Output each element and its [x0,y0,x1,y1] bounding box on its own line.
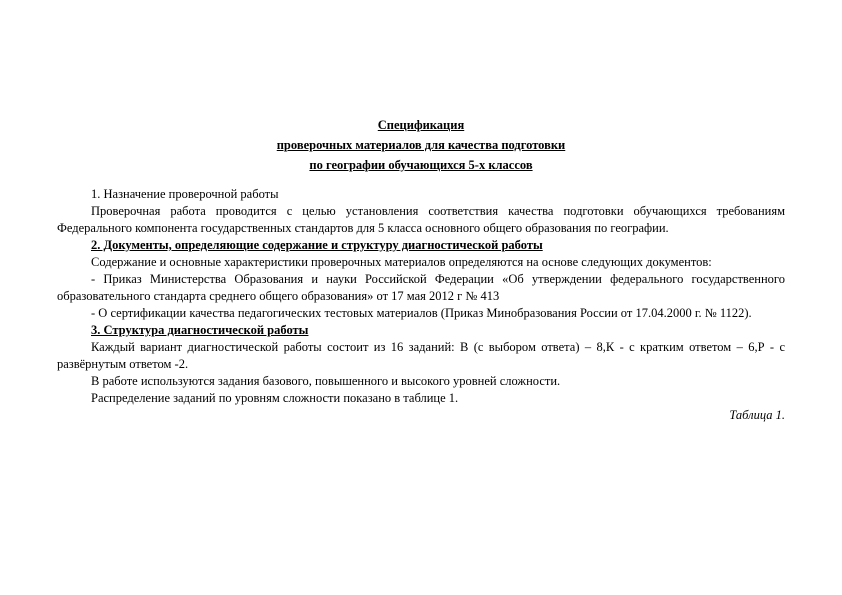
section-3-text-3: Распределение заданий по уровням сложности показано в таблице 1. [91,391,459,405]
section-3-text-2: В работе используются задания базового, повышенного и высокого уровней сложности. [91,374,561,388]
table-caption: Таблица 1. [729,408,785,422]
title-line-2: проверочных материалов для качества подготовки [276,138,566,152]
section-2-item-1: - Приказ Министерства Образования и науки Российской Федерации «Об утверждении федерального государственного образовательного стандарта среднего общего образования» от 17 мая 2012 г № 413 [57,272,785,303]
section-3-heading: 3. Структура диагностической работы [91,323,309,337]
document-title [0,115,842,175]
title-line-3: по географии обучающихся 5-х классов [309,158,533,172]
section-2-heading: 2. Документы, определяющие содержание и структуру диагностической работы [91,238,543,252]
document-body [57,186,785,424]
section-2-item-2: - О сертификации качества педагогических тестовых материалов (Приказ Минобразования России от 17.04.2000 г. № 1122). [91,306,752,320]
title-line-1: Спецификация [377,118,465,132]
section-2-intro: Содержание и основные характеристики проверочных материалов определяются на основе следующих документов: [91,255,712,269]
section-1-heading: 1. Назначение проверочной работы [91,187,279,201]
section-1-text: Проверочная работа проводится с целью установления соответствия качества подготовки обучающихся требованиям Федерального компонента государственных стандартов для 5 класса основного общего образования по географии. [57,204,785,235]
section-3-text-1: Каждый вариант диагностической работы состоит из 16 заданий: В (с выбором ответа) – 8,К - с кратким ответом – 6,Р - с развёрнутым ответом -2. [57,340,785,371]
